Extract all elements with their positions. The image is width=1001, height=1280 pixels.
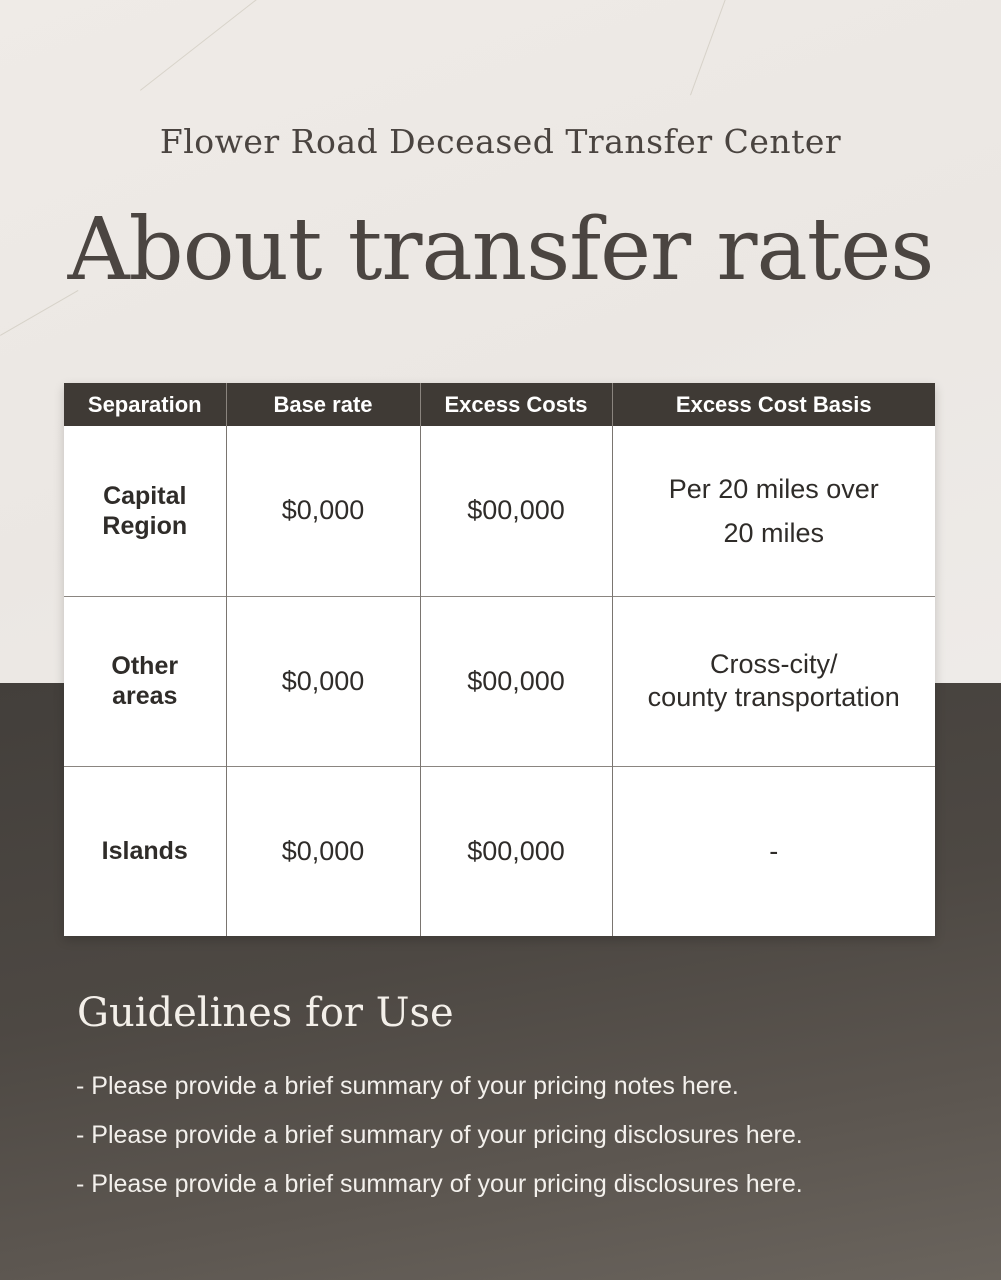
table-row [64,596,935,766]
separation-cell: Other areas [64,596,226,766]
separation-cell: Capital Region [102,481,188,540]
base-rate-cell: $0,000 [226,426,420,596]
excess-costs-cell: $00,000 [420,766,612,936]
table-header-row [64,383,935,426]
excess-cost-basis-cell: Cross-city/ county transportation [612,596,935,766]
center-name: Flower Road Deceased Transfer Center [159,122,842,161]
base-rate-cell: $0,000 [226,766,420,936]
excess-cost-basis-cell: Per 20 miles over 20 miles [612,426,935,596]
guideline-item: - Please provide a brief summary of your pricing notes here. [76,1072,739,1100]
excess-costs-cell: $00,000 [420,596,612,766]
guideline-item: - Please provide a brief summary of your pricing disclosures here. [76,1170,803,1198]
table-row [64,766,935,936]
marble-vein [140,0,345,91]
excess-cost-basis-cell: - [612,766,935,936]
marble-vein [690,0,739,95]
transfer-rate-table [64,383,935,936]
guideline-item: - Please provide a brief summary of your pricing disclosures here. [76,1121,803,1149]
header-excess-costs: Excess Costs [420,383,612,426]
header-separation: Separation [64,383,226,426]
guidelines-title: Guidelines for Use [77,990,454,1036]
base-rate-cell: $0,000 [226,596,420,766]
header-excess-cost-basis: Excess Cost Basis [612,383,935,426]
separation-cell: Islands [64,766,226,936]
excess-costs-cell: $00,000 [420,426,612,596]
table-row [64,426,935,596]
header-base-rate: Base rate [226,383,420,426]
page-title: About transfer rates [67,200,934,300]
